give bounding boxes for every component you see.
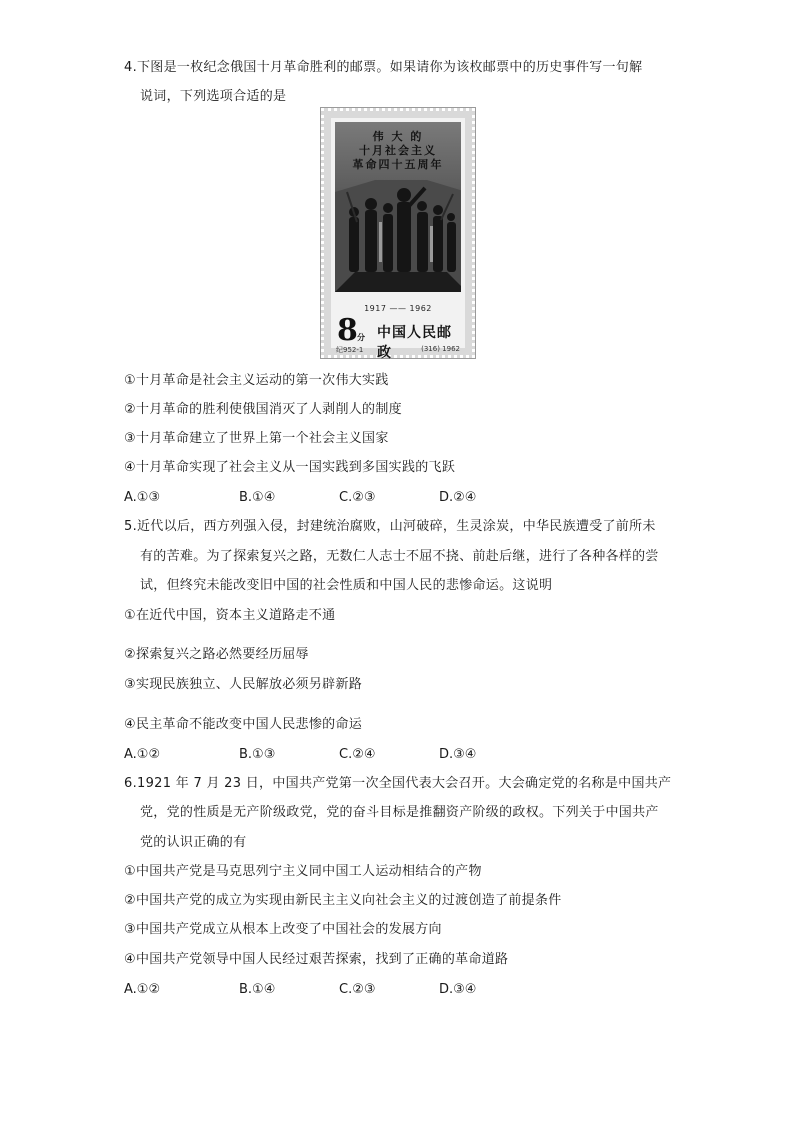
q6-stem-line-2: 党，党的性质是无产阶级政党，党的奋斗目标是推翻资产阶级的政权。下列关于中国共产	[140, 805, 659, 820]
q4-stem-line-1: 4.下图是一枚纪念俄国十月革命胜利的邮票。如果请你为该枚邮票中的历史事件写一句解	[124, 60, 643, 75]
q6-option-4: ④中国共产党领导中国人民经过艰苦探索，找到了正确的革命道路	[124, 952, 509, 967]
q6-stem-line-3: 党的认识正确的有	[140, 835, 247, 850]
stamp-face	[331, 118, 465, 361]
commemorative-stamp	[321, 108, 475, 361]
stamp-postal-name: 中国人民邮政	[377, 325, 452, 361]
q4-option-3: ③十月革命建立了世界上第一个社会主义国家	[124, 431, 389, 446]
q5-choice-d: D.③④	[439, 747, 477, 762]
stamp-title-line-1: 伟 大 的	[372, 130, 424, 143]
q4-option-4: ④十月革命实现了社会主义从一国实践到多国实践的飞跃	[124, 460, 456, 475]
q6-choice-a: A.①②	[124, 982, 161, 997]
q6-choice-b: B.①④	[239, 982, 276, 997]
stamp-code-right: (316) 1962	[421, 345, 460, 353]
q6-option-2: ②中国共产党的成立为实现由新民主主义向社会主义的过渡创造了前提条件	[124, 893, 562, 908]
q6-option-3: ③中国共产党成立从根本上改变了中国社会的发展方向	[124, 922, 442, 937]
q6-stem-line-1: 6.1921 年 7 月 23 日，中国共产党第一次全国代表大会召开。大会确定党的名称是中国共产	[124, 776, 672, 791]
q4-stem-line-2: 说词，下列选项合适的是	[140, 89, 287, 104]
q5-option-2: ②探索复兴之路必然要经历屈辱	[124, 647, 309, 662]
q5-option-3: ③实现民族独立、人民解放必须另辟新路	[124, 677, 363, 692]
stamp-illustration	[335, 122, 461, 292]
q4-option-1: ①十月革命是社会主义运动的第一次伟大实践	[124, 373, 389, 388]
stamp-years: 1917 —— 1962	[364, 304, 432, 313]
stamp-code-left: 纪952-1	[336, 346, 364, 354]
q5-choices	[124, 746, 544, 764]
q6-choice-c: C.②③	[339, 982, 376, 997]
q5-choice-a: A.①②	[124, 747, 161, 762]
q5-stem-line-2: 有的苦难。为了探索复兴之路，无数仁人志士不屈不挠、前赴后继，进行了各种各样的尝	[140, 549, 659, 564]
q6-choices	[124, 981, 544, 999]
q5-stem-line-3: 试，但终究未能改变旧中国的社会性质和中国人民的悲惨命运。这说明	[140, 578, 553, 593]
q5-stem-line-1: 5.近代以后，西方列强入侵，封建统治腐败，山河破碎，生灵涂炭，中华民族遭受了前所未	[124, 519, 656, 534]
q5-choice-b: B.①③	[239, 747, 276, 762]
stamp-title-line-3: 革命四十五周年	[352, 158, 444, 171]
q5-option-1: ①在近代中国，资本主义道路走不通	[124, 608, 336, 623]
q4-choice-a: A.①③	[124, 490, 161, 505]
q4-option-2: ②十月革命的胜利使俄国消灭了人剥削人的制度	[124, 402, 402, 417]
q4-choice-b: B.①④	[239, 490, 276, 505]
q4-choice-c: C.②③	[339, 490, 376, 505]
q4-choice-d: D.②④	[439, 490, 477, 505]
q4-choices	[124, 489, 544, 507]
q6-choice-d: D.③④	[439, 982, 477, 997]
q5-choice-c: C.②④	[339, 747, 376, 762]
q5-option-4: ④民主革命不能改变中国人民悲惨的命运	[124, 717, 363, 732]
q6-option-1: ①中国共产党是马克思列宁主义同中国工人运动相结合的产物	[124, 864, 482, 879]
stamp-denomination: 8	[337, 313, 358, 348]
stamp-title-line-2: 十月社会主义	[359, 144, 437, 157]
revolution-crowd-illustration	[335, 122, 461, 292]
stamp-unit: 分	[357, 333, 365, 342]
